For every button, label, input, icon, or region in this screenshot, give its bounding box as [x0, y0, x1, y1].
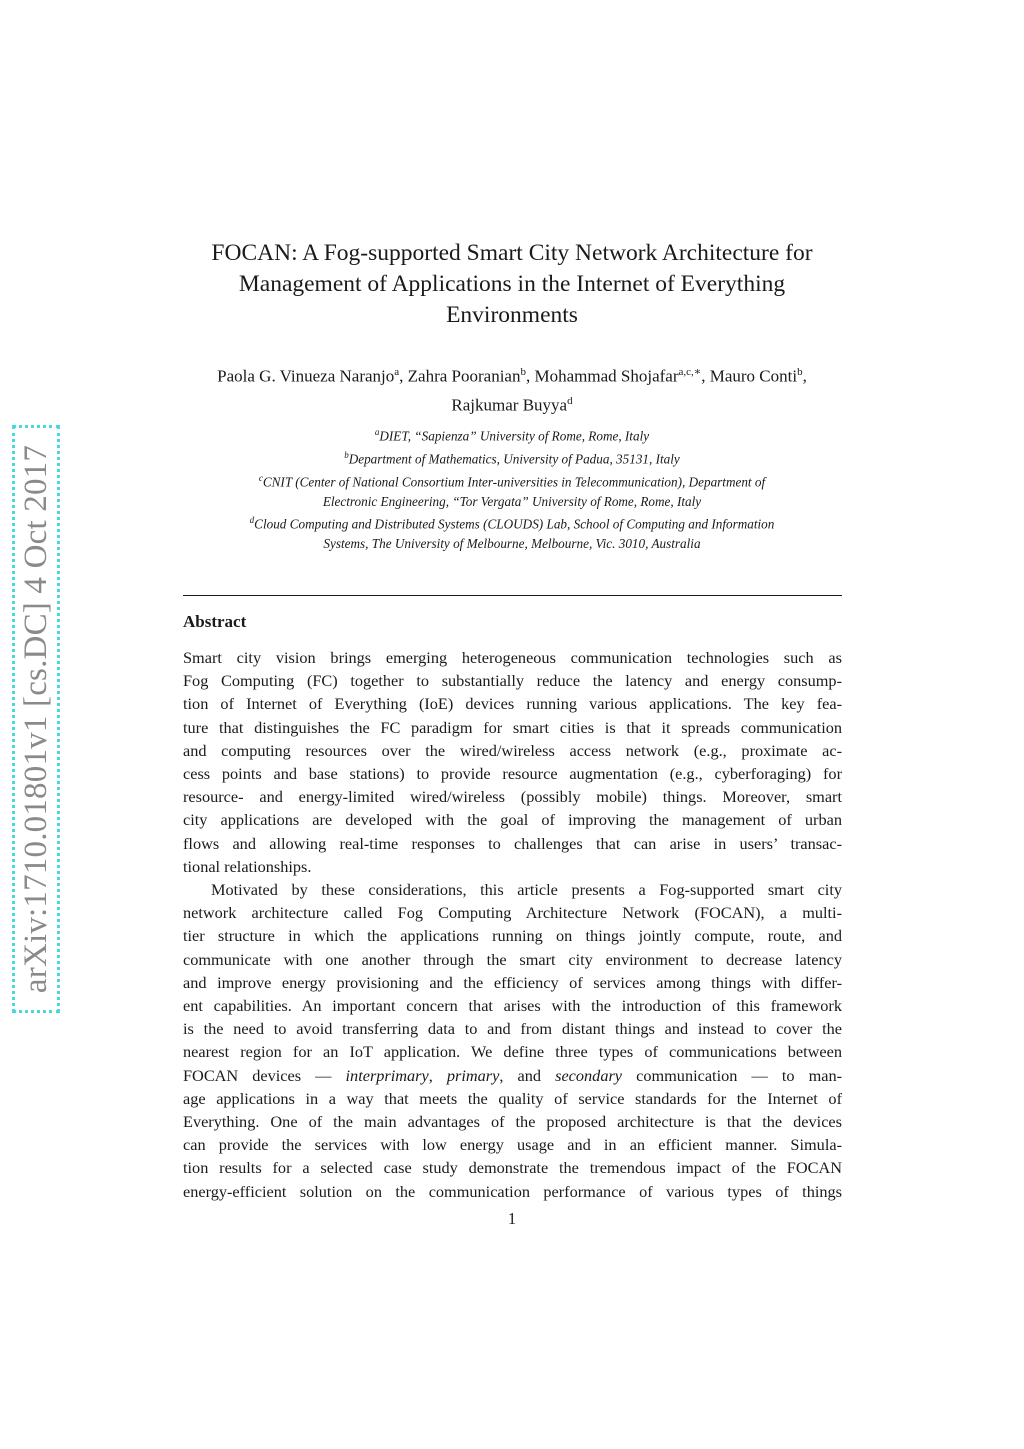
affiliation-mark: d: [249, 515, 255, 526]
author-affiliation-mark: b: [520, 366, 526, 378]
abstract-line: cess points and base stations) to provide resource augmentation (e.g., cyberforaging) for: [183, 764, 842, 784]
author-affiliation-mark: b: [797, 366, 803, 378]
abstract-line: can provide the services with low energy usage and in an efficient manner. Simula-: [183, 1135, 842, 1155]
author-list: Paola G. Vinueza Naranjo$^a$, Zahra Pooranian$^b$, Mohammad Shojafar$^{a,c,∗}$, Mauro Conti$^b$, Rajkumar Buyya$^d$: [217, 366, 807, 415]
title-line: Management of Applications in the Internet of Everything: [238, 271, 786, 297]
text-run: , and: [499, 1065, 556, 1085]
emphasized-term: primary: [446, 1065, 500, 1085]
affiliation-text: Electronic Engineering, “Tor Vergata” University of Rome, Rome, Italy: [322, 493, 702, 509]
author-name: Rajkumar Buyya: [451, 395, 568, 415]
abstract-line: [183, 1064, 842, 1087]
abstract-line: tion of Internet of Everything (IoE) devices running various applications. The key fea-: [183, 694, 842, 714]
abstract-line: Fog Computing (FC) together to substantially reduce the latency and energy consump-: [183, 671, 842, 691]
arxiv-identifier-stamp: arXiv:1710.01801v1 [cs.DC] 4 Oct 2017: [12, 425, 60, 1013]
affiliation-text: Department of Mathematics, University of Padua, 35131, Italy: [348, 451, 680, 467]
affiliation-text: CNIT (Center of National Consortium Inter-universities in Telecommunication), Department of: [262, 474, 766, 490]
text-run: FOCAN devices —: [183, 1065, 346, 1085]
title-line: Environments: [446, 302, 578, 328]
abstract-line: Motivated by these considerations, this article presents a Fog-supported smart city: [211, 880, 842, 900]
abstract-line: resource- and energy-limited wired/wireless (possibly mobile) things. Moreover, smart: [183, 787, 842, 807]
abstract-line: Everything. One of the main advantages of the proposed architecture is that the devices: [183, 1112, 842, 1132]
affiliation-text: DIET, “Sapienza” University of Rome, Rome, Italy: [379, 428, 650, 444]
text-run: communication — to man-: [622, 1065, 843, 1085]
abstract-line: nearest region for an IoT application. We define three types of communications between: [183, 1042, 842, 1062]
page-number: 1: [507, 1209, 517, 1228]
affiliation-line: [150, 511, 874, 534]
section-divider: [183, 595, 842, 596]
abstract-line: tier structure in which the applications running on things jointly compute, route, and: [183, 926, 842, 946]
affiliation-list: [150, 423, 874, 553]
author-name: Mauro Conti: [709, 366, 798, 386]
author-name: Mohammad Shojafar: [534, 366, 679, 386]
affiliation-line: [150, 423, 874, 446]
abstract-line: city applications are developed with the goal of improving the management of urban: [183, 810, 842, 830]
abstract-line: flows and allowing real-time responses to challenges that can arise in users’ transac-: [183, 833, 842, 853]
abstract-line: and computing resources over the wired/wireless access network (e.g., proximate ac-: [183, 740, 842, 760]
abstract-line: tion results for a selected case study demonstrate the tremendous impact of the FOCAN: [183, 1158, 842, 1178]
affiliation-line: [150, 535, 874, 554]
author-affiliation-mark: a,c,∗: [678, 366, 702, 378]
paper-title: [150, 238, 874, 331]
affiliation-line: [150, 446, 874, 469]
emphasized-term: secondary: [555, 1065, 623, 1085]
abstract-line: is the need to avoid transferring data to and from distant things and instead to cover the: [183, 1019, 842, 1039]
abstract-body: [183, 646, 842, 1203]
affiliation-mark: c: [258, 473, 263, 484]
text-run: ,: [428, 1065, 447, 1085]
abstract-line: tional relationships.: [183, 856, 312, 876]
author-name: Paola G. Vinueza Naranjo: [217, 366, 395, 386]
abstract-line: Smart city vision brings emerging heterogeneous communication technologies such as: [183, 648, 842, 667]
affiliation-text: Systems, The University of Melbourne, Melbourne, Vic. 3010, Australia: [323, 535, 701, 551]
author-name: Zahra Pooranian: [407, 366, 521, 386]
author-affiliation-mark: d: [567, 394, 573, 407]
affiliation-text: Cloud Computing and Distributed Systems (CLOUDS) Lab, School of Computing and Information: [254, 516, 775, 532]
abstract-line: network architecture called Fog Computing Architecture Network (FOCAN), a multi-: [183, 903, 842, 923]
abstract-line: ent capabilities. An important concern that arises with the introduction of this framework: [183, 996, 842, 1016]
emphasized-term: interprimary: [345, 1065, 429, 1085]
abstract-line: and improve energy provisioning and the efficiency of services among things with differ-: [183, 972, 842, 992]
title-line: FOCAN: A Fog-supported Smart City Network Architecture for: [211, 240, 813, 266]
abstract-heading: Abstract: [183, 612, 247, 631]
affiliation-mark: b: [344, 450, 349, 461]
abstract-line: energy-efficient solution on the communication performance of various types of things: [183, 1181, 842, 1201]
author-affiliation-mark: a: [394, 366, 400, 378]
affiliation-line: [150, 493, 874, 512]
abstract-line: communicate with one another through the smart city environment to decrease latency: [183, 949, 842, 969]
abstract-line: age applications in a way that meets the quality of service standards for the Internet of: [183, 1088, 842, 1108]
affiliation-line: [150, 469, 874, 492]
abstract-line: ture that distinguishes the FC paradigm for smart cities is that it spreads communication: [183, 717, 842, 737]
affiliation-mark: a: [374, 427, 380, 437]
